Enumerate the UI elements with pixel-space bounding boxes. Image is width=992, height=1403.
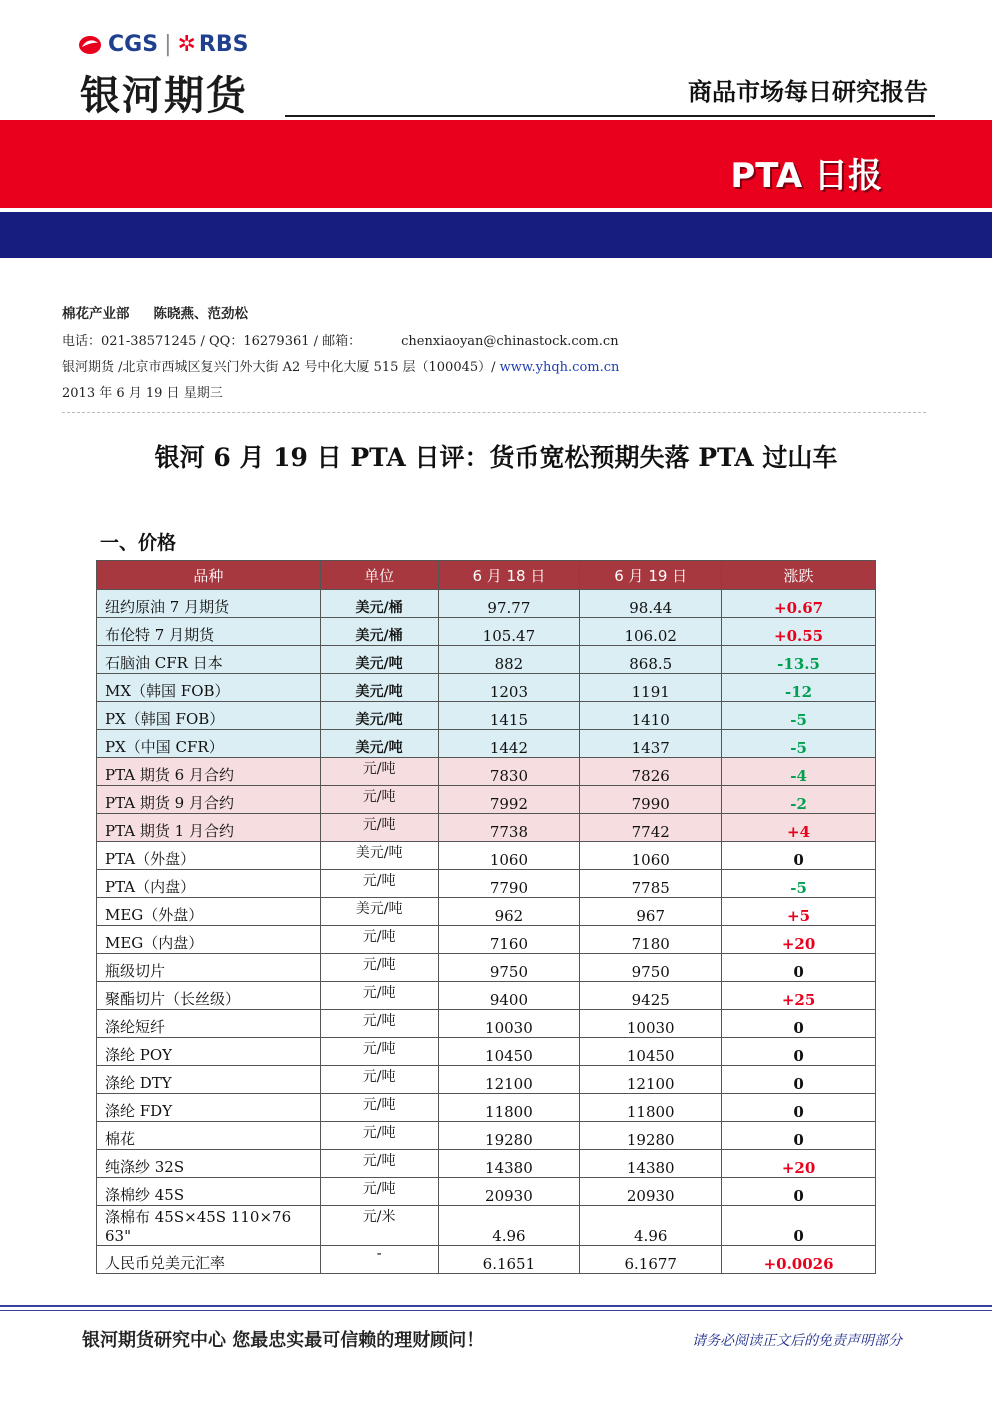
unit-cell: 美元/吨	[320, 674, 438, 702]
jun18-price-cell: 6.1651	[438, 1246, 580, 1274]
change-cell: 0	[722, 954, 876, 982]
change-cell: +20	[722, 1150, 876, 1178]
product-name-cell: PTA（外盘）	[97, 842, 321, 870]
table-row	[97, 646, 876, 674]
change-cell: +0.0026	[722, 1246, 876, 1274]
section-title: 一、价格	[100, 532, 177, 554]
table-row	[97, 954, 876, 982]
jun19-price-cell: 1437	[580, 730, 722, 758]
unit-cell: 元/吨	[320, 1010, 438, 1038]
table-row	[97, 1150, 876, 1178]
department: 棉花产业部	[62, 306, 130, 322]
change-cell: +5	[722, 898, 876, 926]
change-cell: -12	[722, 674, 876, 702]
table-row	[97, 674, 876, 702]
jun19-price-cell: 7785	[580, 870, 722, 898]
product-name-cell: PTA（内盘）	[97, 870, 321, 898]
table-row	[97, 730, 876, 758]
logo-star-icon: ✲	[177, 32, 196, 57]
product-name-cell: PTA 期货 6 月合约	[97, 758, 321, 786]
navy-band	[0, 212, 992, 258]
jun19-price-cell: 1060	[580, 842, 722, 870]
table-row	[97, 1178, 876, 1206]
header-product: 品种	[97, 561, 321, 590]
change-cell: -5	[722, 870, 876, 898]
jun19-price-cell: 967	[580, 898, 722, 926]
jun18-price-cell: 9400	[438, 982, 580, 1010]
product-name-cell: PX（中国 CFR）	[97, 730, 321, 758]
headline: 银河 6 月 19 日 PTA 日评：货币宽松预期失落 PTA 过山车	[154, 443, 838, 472]
unit-cell: 美元/吨	[320, 898, 438, 926]
report-date: 2013 年 6 月 19 日 星期三	[62, 386, 223, 401]
header-change: 涨跌	[722, 561, 876, 590]
change-cell: 0	[722, 1122, 876, 1150]
logo-separator: |	[164, 32, 172, 57]
table-row	[97, 870, 876, 898]
table-row	[97, 982, 876, 1010]
logo-brand-cgs: CGS	[108, 32, 159, 57]
product-name-cell: 聚酯切片（长丝级）	[97, 982, 321, 1010]
contact-line	[62, 330, 619, 349]
unit-cell: 元/吨	[320, 786, 438, 814]
table-row	[97, 1066, 876, 1094]
report-type: 商品市场每日研究报告	[688, 78, 928, 106]
jun19-price-cell: 7742	[580, 814, 722, 842]
change-cell: -13.5	[722, 646, 876, 674]
table-row	[97, 786, 876, 814]
unit-cell: 美元/桶	[320, 618, 438, 646]
jun19-price-cell: 9750	[580, 954, 722, 982]
change-cell: +4	[722, 814, 876, 842]
product-name-cell: 涤纶短纤	[97, 1010, 321, 1038]
unit-cell: 美元/桶	[320, 590, 438, 618]
dashed-divider	[62, 412, 926, 413]
change-cell: 0	[722, 1010, 876, 1038]
product-name-cell: 涤棉纱 45S	[97, 1178, 321, 1206]
jun19-price-cell: 10450	[580, 1038, 722, 1066]
change-cell: +20	[722, 926, 876, 954]
jun18-price-cell: 7160	[438, 926, 580, 954]
table-row	[97, 590, 876, 618]
change-cell: 0	[722, 1178, 876, 1206]
table-row	[97, 618, 876, 646]
unit-cell: 元/吨	[320, 954, 438, 982]
footer-divider-thin	[0, 1310, 992, 1311]
jun18-price-cell: 19280	[438, 1122, 580, 1150]
change-cell: -2	[722, 786, 876, 814]
jun18-price-cell: 7992	[438, 786, 580, 814]
change-cell: 0	[722, 1206, 876, 1246]
table-row	[97, 1094, 876, 1122]
logo-swirl-icon	[78, 33, 102, 57]
jun19-price-cell: 1410	[580, 702, 722, 730]
jun19-price-cell: 4.96	[580, 1206, 722, 1246]
unit-cell: 元/吨	[320, 1150, 438, 1178]
table-row	[97, 1038, 876, 1066]
jun18-price-cell: 12100	[438, 1066, 580, 1094]
jun19-price-cell: 98.44	[580, 590, 722, 618]
unit-cell: 元/吨	[320, 1094, 438, 1122]
company-logo	[78, 32, 248, 57]
jun19-price-cell: 12100	[580, 1066, 722, 1094]
unit-cell: 元/吨	[320, 870, 438, 898]
author-line	[62, 302, 248, 322]
jun18-price-cell: 7738	[438, 814, 580, 842]
product-name-cell: 纯涤纱 32S	[97, 1150, 321, 1178]
change-cell: -5	[722, 702, 876, 730]
product-name-cell: 布伦特 7 月期货	[97, 618, 321, 646]
unit-cell: 美元/吨	[320, 702, 438, 730]
price-table	[96, 560, 876, 1274]
jun18-price-cell: 97.77	[438, 590, 580, 618]
product-name-cell: PX（韩国 FOB）	[97, 702, 321, 730]
header-unit: 单位	[320, 561, 438, 590]
email-link[interactable]: chenxiaoyan@chinastock.com.cn	[401, 334, 619, 349]
product-name-cell: 涤纶 DTY	[97, 1066, 321, 1094]
product-name-cell: PTA 期货 1 月合约	[97, 814, 321, 842]
jun19-price-cell: 19280	[580, 1122, 722, 1150]
jun19-price-cell: 11800	[580, 1094, 722, 1122]
change-cell: +0.67	[722, 590, 876, 618]
unit-cell: 元/吨	[320, 1122, 438, 1150]
product-name-cell: MEG（内盘）	[97, 926, 321, 954]
jun19-price-cell: 14380	[580, 1150, 722, 1178]
jun18-price-cell: 1442	[438, 730, 580, 758]
jun18-price-cell: 10030	[438, 1010, 580, 1038]
jun19-price-cell: 9425	[580, 982, 722, 1010]
table-row	[97, 758, 876, 786]
table-header-row	[97, 561, 876, 590]
address-text: 银河期货 /北京市西城区复兴门外大街 A2 号中化大厦 515 层（100045）/	[62, 360, 500, 375]
unit-cell: 美元/吨	[320, 842, 438, 870]
jun19-price-cell: 10030	[580, 1010, 722, 1038]
jun19-price-cell: 7990	[580, 786, 722, 814]
change-cell: 0	[722, 1066, 876, 1094]
change-cell: 0	[722, 1094, 876, 1122]
company-name: 银河期货	[80, 73, 248, 119]
jun19-price-cell: 868.5	[580, 646, 722, 674]
contact-prefix: 电话：021-38571245 / QQ：16279361 / 邮箱：	[62, 334, 362, 349]
jun18-price-cell: 1203	[438, 674, 580, 702]
band-title: PTA 日报	[730, 156, 882, 196]
table-row	[97, 842, 876, 870]
table-row	[97, 1010, 876, 1038]
product-name-cell: MEG（外盘）	[97, 898, 321, 926]
footer-slogan: 银河期货研究中心 您最忠实最可信赖的理财顾问！	[82, 1330, 485, 1351]
product-name-cell: 涤纶 FDY	[97, 1094, 321, 1122]
jun18-price-cell: 11800	[438, 1094, 580, 1122]
unit-cell: 美元/吨	[320, 646, 438, 674]
change-cell: 0	[722, 1038, 876, 1066]
logo-brand-rbs: RBS	[198, 32, 249, 57]
product-name-cell: 棉花	[97, 1122, 321, 1150]
product-name-cell: 人民币兑美元汇率	[97, 1246, 321, 1274]
table-row	[97, 1122, 876, 1150]
unit-cell: 元/米	[320, 1206, 438, 1246]
change-cell: -4	[722, 758, 876, 786]
jun18-price-cell: 10450	[438, 1038, 580, 1066]
unit-cell: 元/吨	[320, 758, 438, 786]
table-body	[97, 590, 876, 1274]
unit-cell: 元/吨	[320, 814, 438, 842]
table-row	[97, 1206, 876, 1246]
unit-cell: 元/吨	[320, 982, 438, 1010]
jun19-price-cell: 7180	[580, 926, 722, 954]
jun19-price-cell: 20930	[580, 1178, 722, 1206]
table-row	[97, 926, 876, 954]
change-cell: 0	[722, 842, 876, 870]
product-name-cell: 瓶级切片	[97, 954, 321, 982]
unit-cell: 美元/吨	[320, 730, 438, 758]
jun18-price-cell: 105.47	[438, 618, 580, 646]
product-name-cell: 涤纶 POY	[97, 1038, 321, 1066]
jun18-price-cell: 882	[438, 646, 580, 674]
jun19-price-cell: 1191	[580, 674, 722, 702]
jun18-price-cell: 1415	[438, 702, 580, 730]
jun18-price-cell: 9750	[438, 954, 580, 982]
jun19-price-cell: 7826	[580, 758, 722, 786]
address-line	[62, 356, 619, 375]
unit-cell: 元/吨	[320, 1178, 438, 1206]
jun18-price-cell: 14380	[438, 1150, 580, 1178]
website-link[interactable]: www.yhqh.com.cn	[499, 360, 620, 375]
unit-cell: 元/吨	[320, 1038, 438, 1066]
header-jun19: 6 月 19 日	[580, 561, 722, 590]
report-header	[0, 0, 992, 120]
product-name-cell: PTA 期货 9 月合约	[97, 786, 321, 814]
table-row	[97, 702, 876, 730]
unit-cell: 元/吨	[320, 1066, 438, 1094]
jun18-price-cell: 20930	[438, 1178, 580, 1206]
header-divider	[285, 115, 935, 117]
jun18-price-cell: 962	[438, 898, 580, 926]
table-row	[97, 814, 876, 842]
product-name-cell: 涤棉布 45S×45S 110×76 63"	[97, 1206, 321, 1246]
jun19-price-cell: 106.02	[580, 618, 722, 646]
authors: 陈晓燕、范劲松	[153, 306, 248, 322]
jun18-price-cell: 7830	[438, 758, 580, 786]
change-cell: +0.55	[722, 618, 876, 646]
product-name-cell: MX（韩国 FOB）	[97, 674, 321, 702]
jun18-price-cell: 4.96	[438, 1206, 580, 1246]
jun18-price-cell: 1060	[438, 842, 580, 870]
footer-divider	[0, 1305, 992, 1307]
product-name-cell: 石脑油 CFR 日本	[97, 646, 321, 674]
jun18-price-cell: 7790	[438, 870, 580, 898]
unit-cell: -	[320, 1246, 438, 1274]
header-jun18: 6 月 18 日	[438, 561, 580, 590]
change-cell: -5	[722, 730, 876, 758]
table-row	[97, 898, 876, 926]
jun19-price-cell: 6.1677	[580, 1246, 722, 1274]
change-cell: +25	[722, 982, 876, 1010]
table-row	[97, 1246, 876, 1274]
unit-cell: 元/吨	[320, 926, 438, 954]
product-name-cell: 纽约原油 7 月期货	[97, 590, 321, 618]
footer-disclaimer-note: 请务必阅读正文后的免责声明部分	[692, 1333, 902, 1349]
